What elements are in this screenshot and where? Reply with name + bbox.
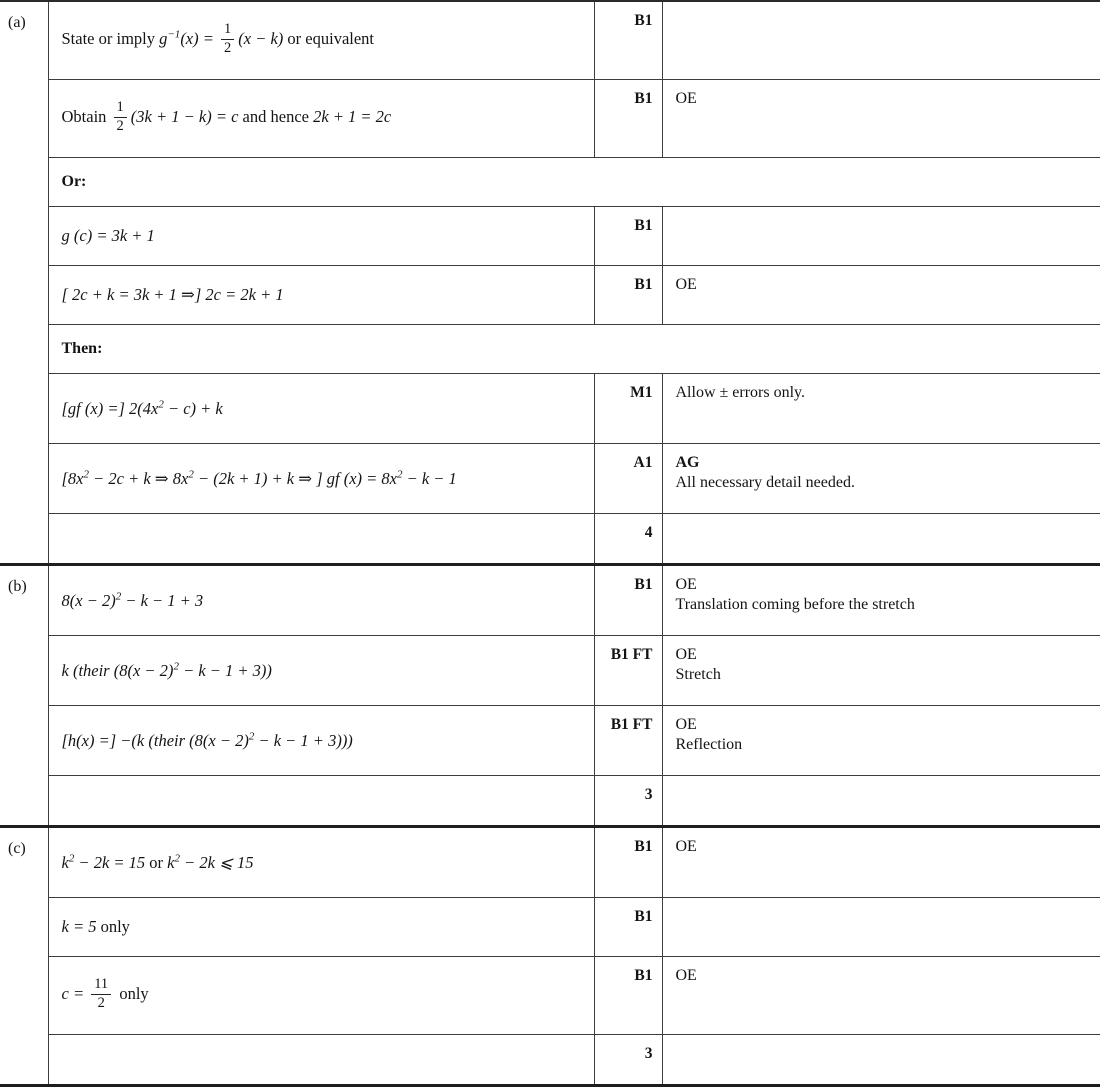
math-fraction xyxy=(91,977,111,1010)
math-italic: (x − k) xyxy=(238,29,284,49)
part-label: (c) xyxy=(0,827,48,1086)
section-total-cell: 3 xyxy=(594,776,662,827)
answer-cell xyxy=(48,565,594,636)
math-italic: g (c) = 3k + 1 xyxy=(61,226,155,246)
math-text: only xyxy=(96,917,130,937)
guidance-cell xyxy=(662,266,1100,325)
fraction-numerator: 11 xyxy=(91,977,111,994)
answer-cell xyxy=(48,898,594,957)
math-italic: − c) + k xyxy=(163,398,223,418)
empty-answer-cell xyxy=(48,776,594,827)
answer-cell xyxy=(48,266,594,325)
table-row xyxy=(0,80,1100,158)
guidance-line: OE xyxy=(675,716,697,733)
table-row xyxy=(0,325,1100,374)
guidance-cell xyxy=(662,957,1100,1035)
table-row xyxy=(0,827,1100,898)
mark-cell: B1 xyxy=(594,1,662,80)
fraction-numerator: 1 xyxy=(114,100,127,117)
math-italic: 8(x − 2) xyxy=(61,590,116,610)
superscript: 2 xyxy=(173,660,179,673)
guidance-cell xyxy=(662,776,1100,827)
answer-cell xyxy=(48,80,594,158)
guidance-cell xyxy=(662,1,1100,80)
math-italic: [gf (x) =] 2(4x xyxy=(61,398,159,418)
table-row xyxy=(0,514,1100,565)
superscript: 2 xyxy=(158,398,164,411)
answer-cell xyxy=(48,444,594,514)
superscript: 2 xyxy=(83,468,89,481)
part-label: (a) xyxy=(0,1,48,565)
guidance-cell xyxy=(662,374,1100,444)
superscript: 2 xyxy=(396,468,403,481)
table-row xyxy=(0,706,1100,776)
math-fraction xyxy=(221,22,234,55)
fraction-numerator: 1 xyxy=(221,22,234,39)
guidance-cell xyxy=(662,444,1100,514)
superscript: 2 xyxy=(188,468,194,481)
math-italic: − 2k ⩽ 15 xyxy=(180,852,254,872)
superscript: 2 xyxy=(248,730,255,743)
answer-cell xyxy=(48,636,594,706)
guidance-line: OE xyxy=(675,276,697,293)
guidance-line: Translation coming before the stretch xyxy=(675,596,915,614)
math-italic: c = xyxy=(61,984,89,1004)
mark-cell: B1 xyxy=(594,266,662,325)
guidance-cell xyxy=(662,207,1100,266)
section-total-cell: 3 xyxy=(594,1035,662,1086)
answer-cell xyxy=(48,207,594,266)
math-italic: − 2k = 15 xyxy=(74,852,146,872)
superscript: 2 xyxy=(174,852,180,865)
table-row xyxy=(0,1035,1100,1086)
math-text: or equivalent xyxy=(283,29,375,49)
math-italic: [8x xyxy=(61,468,84,488)
math-italic: − (2k + 1) + k ⇒ ] gf (x) = 8x xyxy=(193,468,397,488)
guidance-cell xyxy=(662,636,1100,706)
heading-cell: Then: xyxy=(48,325,1100,374)
empty-answer-cell xyxy=(48,514,594,565)
math-italic: − k − 1 + 3 xyxy=(121,590,204,610)
answer-cell xyxy=(48,374,594,444)
table-row xyxy=(0,636,1100,706)
table-row xyxy=(0,898,1100,957)
mark-cell: B1 xyxy=(594,957,662,1035)
guidance-cell xyxy=(662,898,1100,957)
guidance-cell xyxy=(662,514,1100,565)
math-italic: − 2c + k ⇒ 8x xyxy=(89,468,189,488)
mark-cell: B1 xyxy=(594,80,662,158)
math-italic: k xyxy=(167,852,175,872)
mark-cell: B1 xyxy=(594,898,662,957)
heading-cell: Or: xyxy=(48,158,1100,207)
superscript: 2 xyxy=(115,590,122,603)
math-text: State or imply xyxy=(61,29,160,49)
table-row xyxy=(0,565,1100,636)
answer-cell xyxy=(48,827,594,898)
table-row xyxy=(0,158,1100,207)
math-text: only xyxy=(115,984,149,1004)
math-italic: k (their (8(x − 2) xyxy=(61,660,174,680)
section-total-cell: 4 xyxy=(594,514,662,565)
mark-cell: B1 xyxy=(594,565,662,636)
guidance-cell xyxy=(662,1035,1100,1086)
math-italic: k = 5 xyxy=(61,917,97,937)
mark-cell: B1 xyxy=(594,207,662,266)
table-row xyxy=(0,444,1100,514)
math-text: and hence xyxy=(238,107,314,127)
fraction-denominator: 2 xyxy=(97,994,105,1011)
mark-cell: M1 xyxy=(594,374,662,444)
guidance-line: OE xyxy=(675,838,697,855)
math-italic: − k − 1 + 3)) xyxy=(178,660,272,680)
table-row xyxy=(0,776,1100,827)
guidance-cell xyxy=(662,565,1100,636)
guidance-cell xyxy=(662,80,1100,158)
fraction-denominator: 2 xyxy=(224,39,232,56)
math-fraction xyxy=(114,100,127,133)
math-italic: − k − 1 xyxy=(402,468,457,488)
guidance-line: AG xyxy=(675,454,700,471)
table-row xyxy=(0,266,1100,325)
mark-scheme-body xyxy=(0,1,1100,1086)
answer-cell xyxy=(48,957,594,1035)
answer-cell xyxy=(48,1,594,80)
guidance-line: OE xyxy=(675,646,697,663)
fraction-denominator: 2 xyxy=(116,117,124,134)
math-text: Obtain xyxy=(61,107,111,127)
math-italic: (x) = xyxy=(180,29,219,49)
table-row xyxy=(0,1,1100,80)
math-italic: [ 2c + k = 3k + 1 ⇒] 2c = 2k + 1 xyxy=(61,285,284,305)
mark-cell: B1 FT xyxy=(594,706,662,776)
guidance-line: OE xyxy=(675,576,697,593)
guidance-cell xyxy=(662,706,1100,776)
mark-cell: A1 xyxy=(594,444,662,514)
guidance-line: All necessary detail needed. xyxy=(675,474,855,492)
empty-answer-cell xyxy=(48,1035,594,1086)
answer-cell xyxy=(48,706,594,776)
guidance-line: OE xyxy=(675,90,697,107)
math-italic: (3k + 1 − k) = c xyxy=(130,107,239,127)
mark-cell: B1 xyxy=(594,827,662,898)
math-italic: k xyxy=(61,852,69,872)
guidance-line: OE xyxy=(675,967,697,984)
superscript: 2 xyxy=(68,852,75,865)
mark-cell: B1 FT xyxy=(594,636,662,706)
table-row xyxy=(0,957,1100,1035)
math-text: or xyxy=(145,852,168,872)
guidance-cell xyxy=(662,827,1100,898)
superscript: −1 xyxy=(167,28,181,41)
guidance-line: Allow ± errors only. xyxy=(675,384,805,401)
guidance-line: Reflection xyxy=(675,736,743,754)
guidance-line: Stretch xyxy=(675,666,721,684)
part-label: (b) xyxy=(0,565,48,827)
math-italic: g xyxy=(159,29,168,49)
table-row xyxy=(0,207,1100,266)
table-row xyxy=(0,374,1100,444)
math-italic: [h(x) =] −(k (their (8(x − 2) xyxy=(61,730,249,750)
math-italic: 2k + 1 = 2c xyxy=(313,107,392,127)
math-italic: − k − 1 + 3))) xyxy=(254,730,353,750)
